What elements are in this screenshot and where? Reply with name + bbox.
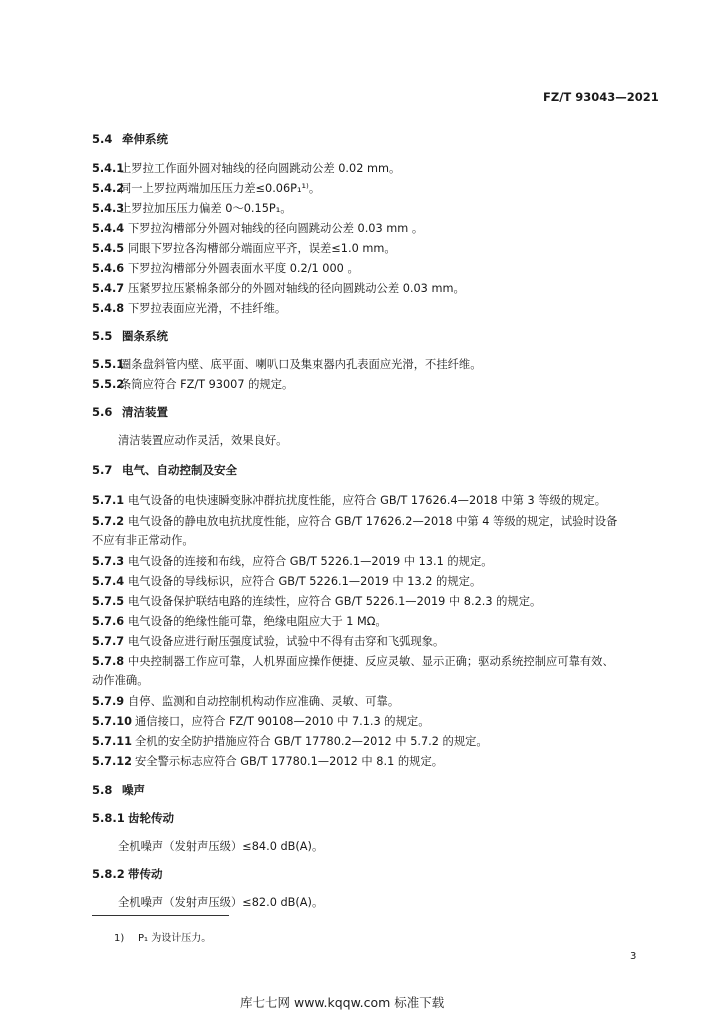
clause-5-4-7: 5.4.7 压紧罗拉压紧棉条部分的外圆对轴线的径向圆跳动公差 0.03 mm。: [92, 282, 465, 295]
clause-5-7-3: 5.7.3 电气设备的连接和布线，应符合 GB/T 5226.1—2019 中 13.1 的规定。: [92, 555, 493, 568]
footnote-divider: [92, 915, 229, 916]
section-heading-5-4: 5.4 牵伸系统: [92, 132, 168, 146]
clause-5-4-8: 5.4.8 下罗拉表面应光滑，不挂纤维。: [92, 302, 287, 315]
section-heading-5-7: 5.7 电气、自动控制及安全: [92, 463, 237, 477]
clause-5-4-5: 5.4.5 同眼下罗拉各沟槽部分端面应平齐，误差≤1.0 mm。: [92, 242, 396, 255]
section-heading-5-8: 5.8 噪声: [92, 783, 145, 797]
clause-5-7-10: 5.7.10 通信接口，应符合 FZ/T 90108—2010 中 7.1.3 的规定。: [92, 715, 430, 728]
clause-5-5-1: 5.5.1圈条盘斜管内壁、底平面、喇叭口及集束器内孔表面应光滑，不挂纤维。: [92, 358, 482, 371]
clause-5-7-9: 5.7.9 自停、监测和自动控制机构动作应准确、灵敏、可靠。: [92, 695, 400, 708]
paragraph-5-6: 清洁装置应动作灵活，效果良好。: [118, 434, 288, 447]
clause-5-7-11: 5.7.11 全机的安全防护措施应符合 GB/T 17780.2—2012 中 5.7.2 的规定。: [92, 735, 488, 748]
clause-5-5-2: 5.5.2条筒应符合 FZ/T 93007 的规定。: [92, 378, 294, 391]
clause-5-7-5: 5.7.5 电气设备保护联结电路的连续性，应符合 GB/T 5226.1—2019 中 8.2.3 的规定。: [92, 595, 542, 608]
clause-5-7-1: 5.7.1 电气设备的电快速瞬变脉冲群抗扰度性能，应符合 GB/T 17626.4—2018 中第 3 等级的规定。: [92, 494, 607, 507]
clause-5-7-8: 5.7.8 中央控制器工作应可靠，人机界面应操作便捷、反应灵敏、显示正确；驱动系统控制应可靠有效、: [92, 655, 614, 668]
subsection-heading-5-8-1: 5.8.1 齿轮传动: [92, 811, 174, 825]
clause-5-4-6: 5.4.6 下罗拉沟槽部分外圆表面水平度 0.2/1 000 。: [92, 262, 359, 275]
footnote: 1) P₁ 为设计压力。: [114, 933, 212, 944]
page-number: 3: [630, 951, 637, 962]
section-heading-5-5: 5.5 圈条系统: [92, 329, 168, 343]
document-code: FZ/T 93043—2021: [543, 90, 659, 104]
clause-5-4-1: 5.4.1上罗拉工作面外圆对轴线的径向圆跳动公差 0.02 mm。: [92, 162, 401, 175]
clause-5-7-6: 5.7.6 电气设备的绝缘性能可靠，绝缘电阻应大于 1 MΩ。: [92, 615, 387, 628]
paragraph-5-8-2: 全机噪声（发射声压级）≤82.0 dB(A)。: [118, 896, 324, 909]
clause-5-7-12: 5.7.12 安全警示标志应符合 GB/T 17780.1—2012 中 8.1 的规定。: [92, 755, 444, 768]
site-footer-watermark: 库七七网 www.kqqw.com 标准下载: [240, 995, 445, 1010]
clause-5-7-2-continuation: 不应有非正常动作。: [92, 534, 194, 547]
clause-5-7-8-continuation: 动作准确。: [92, 674, 149, 687]
clause-5-7-2: 5.7.2 电气设备的静电放电抗扰度性能，应符合 GB/T 17626.2—2018 中第 4 等级的规定，试验时设备: [92, 515, 618, 528]
paragraph-5-8-1: 全机噪声（发射声压级）≤84.0 dB(A)。: [118, 840, 324, 853]
subsection-heading-5-8-2: 5.8.2 带传动: [92, 867, 163, 881]
clause-5-4-2: 5.4.2同一上罗拉两端加压压力差≤0.06P₁¹⁾。: [92, 182, 321, 195]
clause-5-4-4: 5.4.4 下罗拉沟槽部分外圆对轴线的径向圆跳动公差 0.03 mm 。: [92, 222, 424, 235]
clause-5-4-3: 5.4.3上罗拉加压压力偏差 0～0.15P₁。: [92, 202, 292, 215]
section-heading-5-6: 5.6 清洁装置: [92, 405, 168, 419]
clause-5-7-7: 5.7.7 电气设备应进行耐压强度试验，试验中不得有击穿和飞弧现象。: [92, 635, 445, 648]
clause-5-7-4: 5.7.4 电气设备的导线标识，应符合 GB/T 5226.1—2019 中 13.2 的规定。: [92, 575, 482, 588]
